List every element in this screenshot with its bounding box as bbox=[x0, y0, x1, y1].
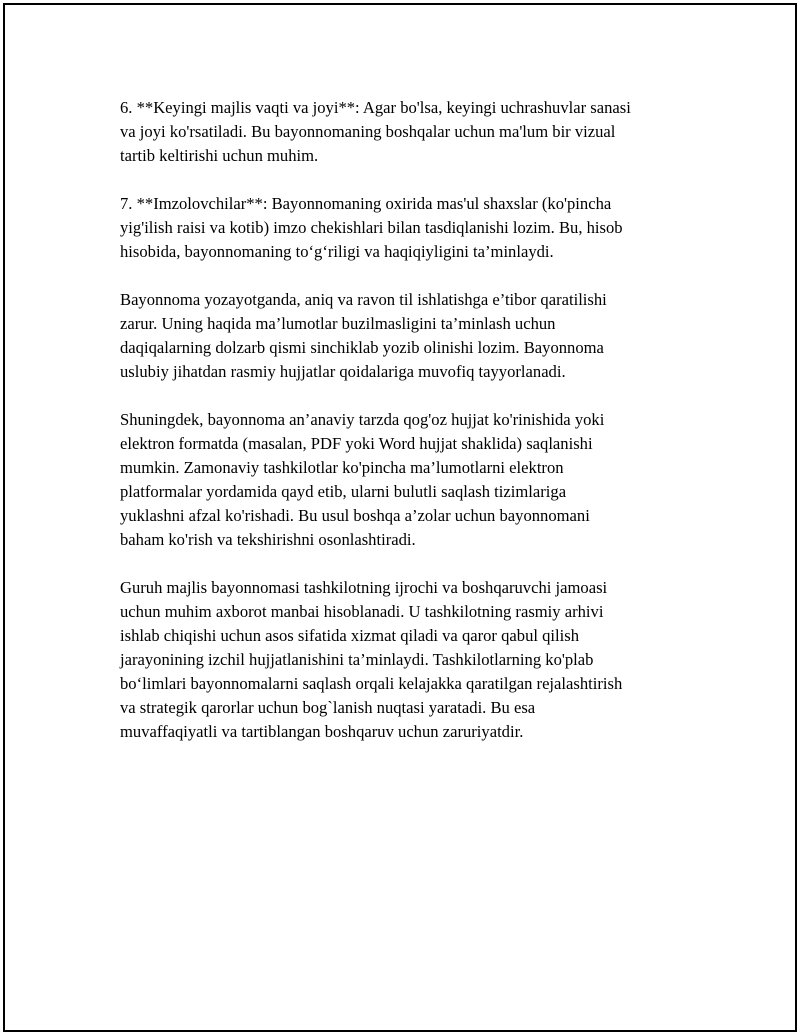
paragraph-signatories: 7. **Imzolovchilar**: Bayonnomaning oxirida mas'ul shaxslar (ko'pincha yig'ilish raisi va kotib) imzo chekishlari bilan tasdiqlanishi lozim. Bu, hisob hisobida, bayonnomaning to‘g‘riligi va haqiqiyligini ta’minlaydi. bbox=[120, 194, 623, 261]
paragraph-writing-style: Bayonnoma yozayotganda, aniq va ravon til ishlatishga e’tibor qaratilishi zarur. Uning haqida ma’lumotlar buzilmasligini ta’minlash uchun daqiqalarning dolzarb qismi sinchiklab yozib olinishi lozim. Bayonnoma uslubiy jihatdan rasmiy hujjatlar qoidalariga muvofiq tayyorlanadi. bbox=[120, 290, 607, 381]
document-body bbox=[120, 96, 700, 768]
paragraph-importance: Guruh majlis bayonnomasi tashkilotning ijrochi va boshqaruvchi jamoasi uchun muhim axborot manbai hisoblanadi. U tashkilotning rasmiy arhivi ishlab chiqishi uchun asos sifatida xizmat qiladi va qaror qabul qilish jarayonining izchil hujjatlanishini ta’minlaydi. Tashkilotlarning ko'plab bo‘limlari bayonnomalarni saqlash orqali kelajakka qaratilgan rejalashtirish va strategik qarorlar uchun bog`lanish nuqtasi yaratadi. Bu esa muvaffaqiyatli va tartiblangan boshqaruv uchun zaruriyatdir. bbox=[120, 578, 623, 741]
document-page bbox=[3, 3, 797, 1032]
paragraph-storage-format: Shuningdek, bayonnoma an’anaviy tarzda qog'oz hujjat ko'rinishida yoki elektron formatda (masalan, PDF yoki Word hujjat shaklida) saqlanishi mumkin. Zamonaviy tashkilotlar ko'pincha ma’lumotlarni elektron platformalar yordamida qayd etib, ularni bulutli saqlash tizimlariga yuklashni afzal ko'rishadi. Bu usul boshqa a’zolar uchun bayonnomani baham ko'rish va tekshirishni osonlashtiradi. bbox=[120, 410, 605, 549]
paragraph-next-meeting: 6. **Keyingi majlis vaqti va joyi**: Agar bo'lsa, keyingi uchrashuvlar sanasi va joyi ko'rsatiladi. Bu bayonnomaning boshqalar uchun ma'lum bir vizual tartib keltirishi uchun muhim. bbox=[120, 98, 631, 165]
